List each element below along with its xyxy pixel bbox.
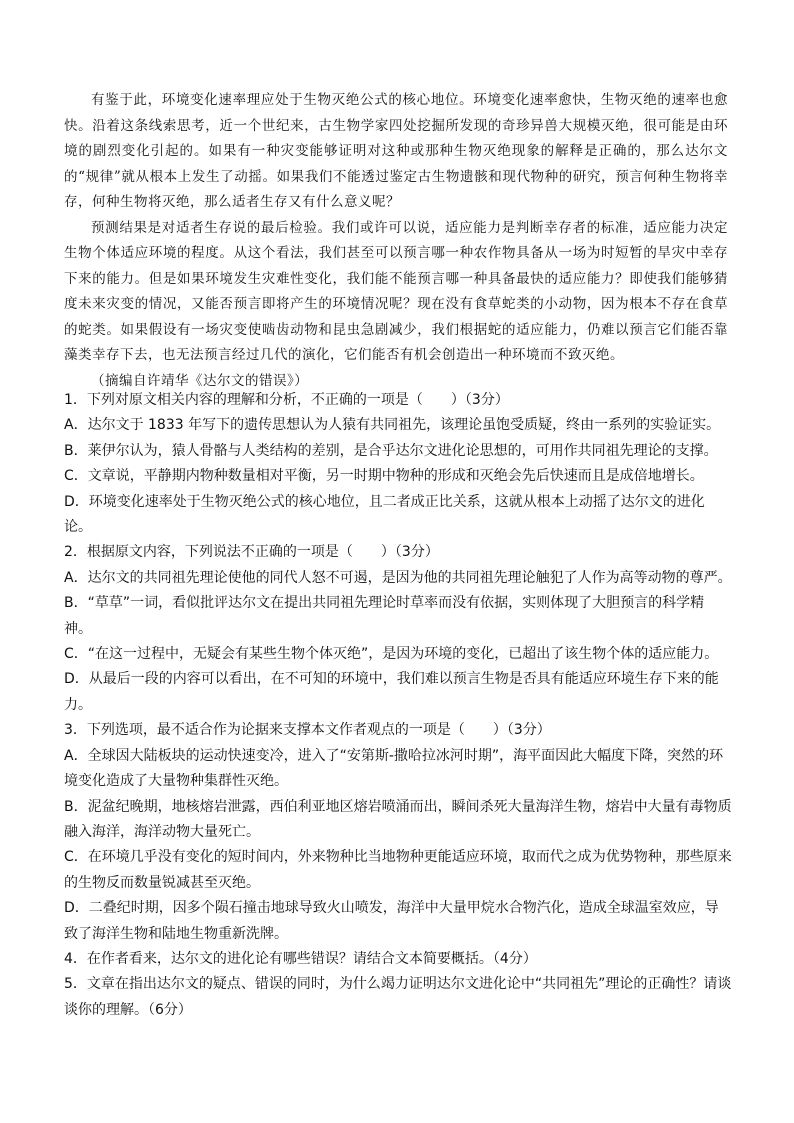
- question-1-option-c: C．文章说，平静期内物种数量相对平衡，另一时期中物种的形成和灭绝会先后快速而且是成倍地增长。: [64, 468, 704, 485]
- question-1-stem: 1．下列对原文相关内容的理解和分析，不正确的一项是（ ）（3分）: [64, 392, 509, 408]
- question-4-stem: 4．在作者看来，达尔文的进化论有哪些错误？请结合文本简要概括。（4分）: [64, 950, 537, 967]
- passage-source: （摘编自许靖华《达尔文的错误》）: [91, 372, 309, 389]
- question-2-option-b: B．“草草”一词，看似批评达尔文在提出共同祖先理论时草率而没有依据，实则体现了大胆预言的科学精神。: [64, 595, 705, 637]
- question-5-stem: 5．文章在指出达尔文的疑点、错误的同时，为什么竭力证明达尔文进化论中“共同祖先”理论的正确性？请谈谈你的理解。（6分）: [64, 976, 732, 1018]
- question-2-stem: 2．根据原文内容，下列说法不正确的一项是（ ）（3分）: [64, 544, 439, 561]
- question-1-option-d: D．环境变化速率处于生物灭绝公式的核心地位，且二者成正比关系，这就从根本上动摇了达尔文的进化论。: [64, 493, 705, 536]
- question-1-option-a: A．达尔文于 1833 年写下的遗传思想认为人猿有共同祖先，该理论虽饱受质疑，终由一系列的实验证实。: [64, 417, 721, 434]
- question-2-option-c: C．“在这一过程中，无疑会有某些生物个体灭绝”，是因为环境的变化，已超出了该生物个体的适应能力。: [64, 646, 719, 663]
- reading-passage: [64, 88, 728, 394]
- question-3-option-b: B．泥盆纪晚期，地核熔岩泄露，西伯利亚地区熔岩喷涌而出，瞬间杀死大量海洋生物，熔岩中大量有毒物质融入海洋，海洋动物大量死亡。: [64, 798, 732, 840]
- question-1-option-b: B．莱伊尔认为，猿人骨骼与人类结构的差别，是合乎达尔文进化论思想的，可用作共同祖先理论的支撑。: [64, 442, 718, 459]
- question-3-option-a: A．全球因大陆板块的运动快速变冷，进入了“安第斯-撒哈拉冰河时期”，海平面因此大幅度下降，突然的环境变化造成了大量物种集群性灭绝。: [64, 747, 724, 790]
- question-2: [64, 540, 732, 718]
- question-3-option-d: D．二叠纪时期，因多个陨石撞击地球导致火山喷发，海洋中大量甲烷水合物汽化，造成全球温室效应，导致了海洋生物和陆地生物重新洗牌。: [64, 900, 719, 942]
- question-1: [64, 388, 732, 540]
- passage-paragraph-1: 有鉴于此，环境变化速率理应处于生物灭绝公式的核心地位。环境变化速率愈快，生物灭绝的速率也愈快。沿着这条线索思考，近一个世纪来，古生物学家四处挖掘所发现的奇珍异兽大规模灭绝，很可能是由环境的剧烈变化引起的。如果有一种灾变能够证明对这种或那种生物灭绝现象的解释是正确的，那么达尔文的“规律”就从根本上发生了动摇。如果我们不能透过鉴定古生物遗骸和现代物种的研究，预言何种生物将幸存，何种生物将灭绝，那么适者生存又有什么意义呢？: [64, 92, 728, 210]
- question-2-option-d: D．从最后一段的内容可以看出，在不可知的环境中，我们难以预言生物是否具有能适应环境生存下来的能力。: [64, 671, 719, 713]
- questions-section: [64, 388, 732, 1023]
- question-3: [64, 718, 732, 947]
- question-4: [64, 947, 732, 972]
- question-3-option-c: C．在环境几乎没有变化的短时间内，外来物种比当地物种更能适应环境，取而代之成为优势物种，那些原来的生物反而数量锐减甚至灭绝。: [64, 849, 732, 891]
- passage-paragraph-2: 预测结果是对适者生存说的最后检验。我们或许可以说，适应能力是判断幸存者的标准，适应能力决定生物个体适应环境的程度。从这个看法，我们甚至可以预言哪一种农作物具备从一场为时短暂的旱灾中幸存下来的能力。但是如果环境发生灾难性变化，我们能不能预言哪一种具备最快的适应能力？即使我们能够猜度未来灾变的情况，又能否预言即将产生的环境情况呢？现在没有食草蛇类的小动物，因为根本不存在食草的蛇类。如果假设有一场灾变使啮齿动物和昆虫急剧减少，我们根据蛇的适应能力，仍难以预言它们能否靠藻类幸存下去，也无法预言经过几代的演化，它们能否有机会创造出一种环境而不致灭绝。: [64, 219, 728, 363]
- question-3-stem: 3．下列选项，最不适合作为论据来支撑本文作者观点的一项是（ ）（3分）: [64, 722, 551, 739]
- question-2-option-a: A．达尔文的共同祖先理论使他的同代人怒不可遏，是因为他的共同祖先理论触犯了人作为高等动物的尊严。: [64, 569, 732, 586]
- question-5: [64, 972, 732, 1023]
